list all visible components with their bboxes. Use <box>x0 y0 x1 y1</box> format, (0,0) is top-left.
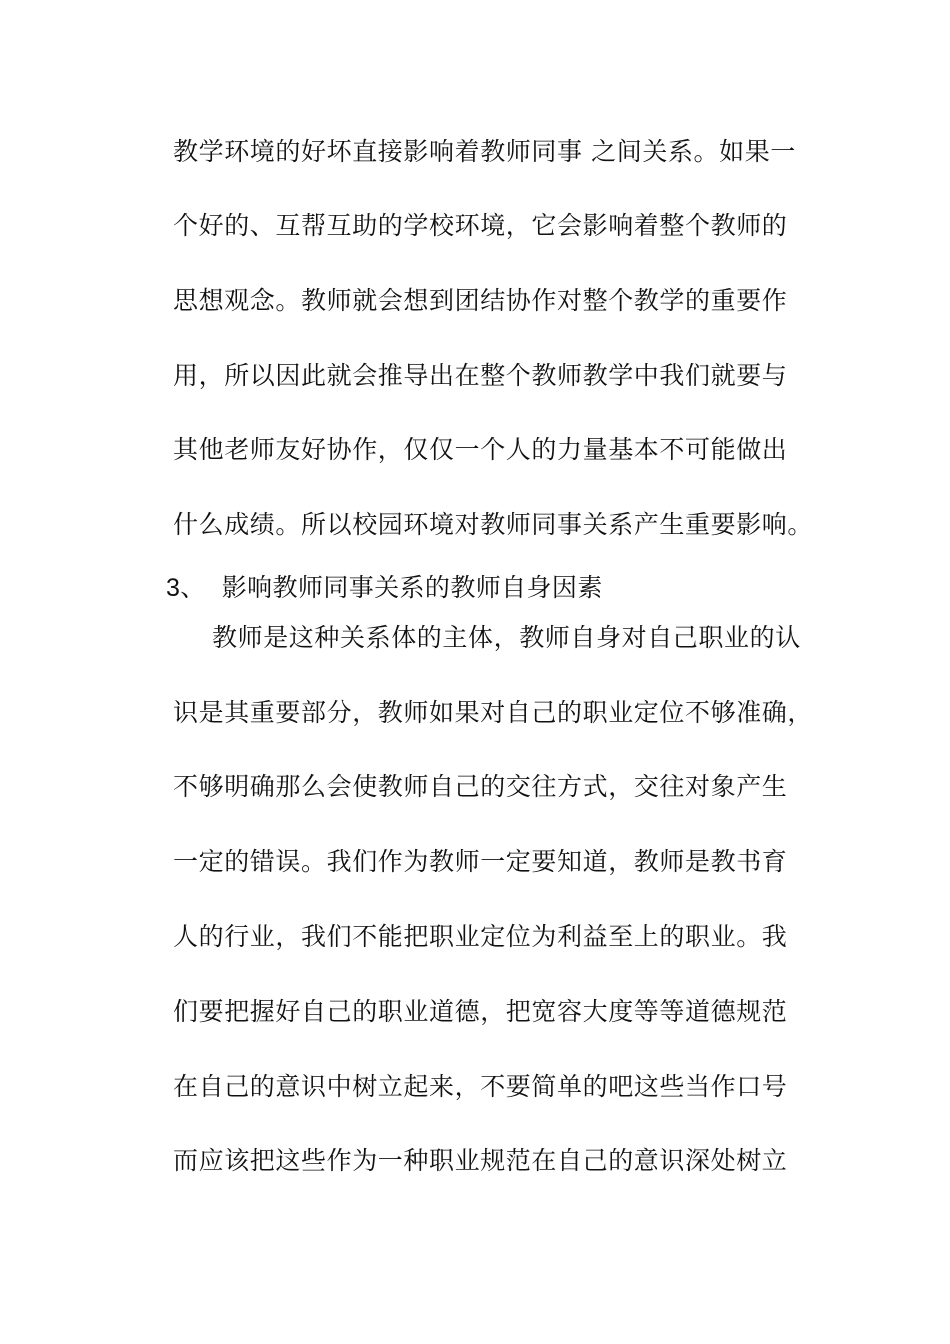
paragraph-line: 其他老师友好协作，仅仅一个人的力量基本不可能做出 <box>173 435 788 464</box>
section-heading <box>166 572 603 604</box>
paragraph-line: 什么成绩。所以校园环境对教师同事关系产生重要影响。 <box>173 510 814 539</box>
paragraph-line: 不够明确那么会使教师自己的交往方式，交往对象产生 <box>173 772 788 801</box>
paragraph-line: 在自己的意识中树立起来，不要简单的吧这些当作口号 <box>173 1072 788 1101</box>
paragraph-line: 而应该把这些作为一种职业规范在自己的意识深处树立 <box>173 1146 788 1175</box>
paragraph-line: 思想观念。教师就会想到团结协作对整个教学的重要作 <box>173 286 788 315</box>
paragraph-line: 教师是这种关系体的主体，教师自身对自己职业的认 <box>212 623 801 652</box>
section-number: 3、 <box>166 574 206 602</box>
paragraph-line: 一定的错误。我们作为教师一定要知道，教师是教书育 <box>173 847 788 876</box>
section-title: 影响教师同事关系的教师自身因素 <box>221 573 603 602</box>
paragraph-line: 个好的、互帮互助的学校环境，它会影响着整个教师的 <box>173 211 788 240</box>
paragraph-line: 教学环境的好坏直接影响着教师同事 之间关系。如果一 <box>173 137 796 166</box>
paragraph-line: 识是其重要部分，教师如果对自己的职业定位不够准确， <box>173 698 814 727</box>
paragraph-line: 们要把握好自己的职业道德，把宽容大度等等道德规范 <box>173 997 788 1026</box>
paragraph-line: 用，所以因此就会推导出在整个教师教学中我们就要与 <box>173 361 788 390</box>
paragraph-line: 人的行业，我们不能把职业定位为利益至上的职业。我 <box>173 922 788 951</box>
